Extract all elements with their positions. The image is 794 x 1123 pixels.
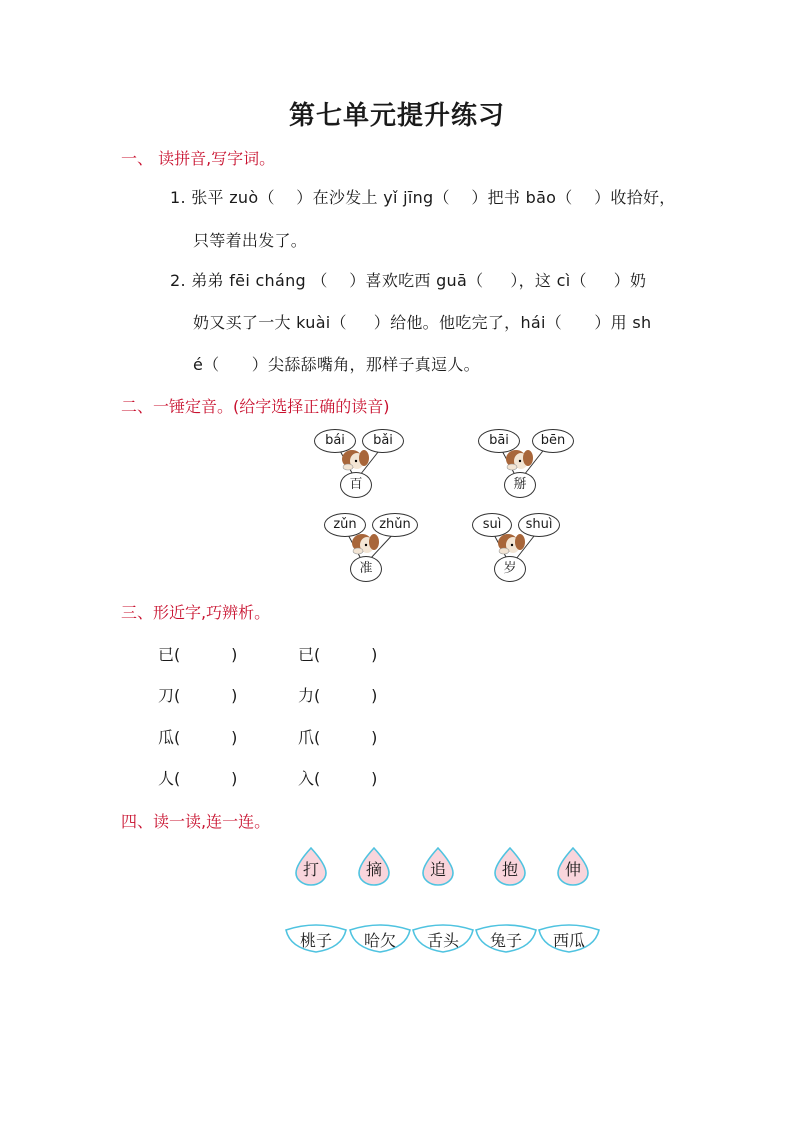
verb-card[interactable] <box>357 846 391 886</box>
noun-label: 西瓜 <box>552 931 585 950</box>
q2-line-3: é（ ）尖舔舔嘴角，那样子真逗人。 <box>193 355 480 374</box>
section-heading-3: 三、形近字,巧辨析。 <box>121 603 271 622</box>
similar-char-b: 已( ) <box>298 645 378 664</box>
noun-label: 舌头 <box>426 931 459 950</box>
q2-line-2: 奶又买了一大 kuài（ ）给他。他吃完了，hái（ ）用 sh <box>193 313 652 332</box>
target-char: 掰 <box>504 472 536 498</box>
target-char: 百 <box>340 472 372 498</box>
pinyin-option-a: bái <box>314 429 356 453</box>
target-char: 准 <box>350 556 382 582</box>
pinyin-group <box>312 425 422 505</box>
similar-char-b: 入( ) <box>298 769 378 788</box>
pinyin-group <box>322 509 432 589</box>
pinyin-option-b: shuì <box>518 513 560 537</box>
similar-char-b: 爪( ) <box>298 728 378 747</box>
pinyin-option-a: suì <box>472 513 512 537</box>
target-char: 岁 <box>494 556 526 582</box>
verb-card[interactable] <box>556 846 590 886</box>
section-heading-2: 二、一锤定音。(给字选择正确的读音) <box>121 397 390 416</box>
noun-card[interactable] <box>284 922 348 954</box>
q1-line-2: 只等着出发了。 <box>193 231 308 250</box>
noun-label: 哈欠 <box>363 931 396 950</box>
noun-card[interactable] <box>537 922 601 954</box>
verb-label: 打 <box>302 860 319 879</box>
pinyin-option-b: zhǔn <box>372 513 418 537</box>
q1-line-1: 1. 张平 zuò（ ）在沙发上 yǐ jīng（ ）把书 bāo（ ）收拾好， <box>170 188 676 207</box>
pinyin-option-b: bēn <box>532 429 574 453</box>
verb-label: 追 <box>429 860 446 879</box>
verb-card[interactable] <box>294 846 328 886</box>
noun-label: 兔子 <box>489 931 522 950</box>
verb-card[interactable] <box>421 846 455 886</box>
page-title: 第七单元提升练习 <box>288 101 505 131</box>
pinyin-group <box>468 509 578 589</box>
pinyin-option-a: bāi <box>478 429 520 453</box>
section-heading-4: 四、读一读,连一连。 <box>121 812 271 831</box>
similar-char-b: 力( ) <box>298 686 378 705</box>
verb-card[interactable] <box>493 846 527 886</box>
q2-line-1: 2. 弟弟 fēi cháng （ ）喜欢吃西 guā（ ），这 cì（ ）奶 <box>170 271 647 290</box>
pinyin-option-a: zǔn <box>324 513 366 537</box>
noun-card[interactable] <box>474 922 538 954</box>
similar-char-a: 已( ) <box>158 645 238 664</box>
pinyin-group <box>476 425 586 505</box>
similar-char-a: 瓜( ) <box>158 728 238 747</box>
noun-card[interactable] <box>411 922 475 954</box>
noun-label: 桃子 <box>299 931 332 950</box>
verb-label: 摘 <box>365 860 382 879</box>
pinyin-option-b: bǎi <box>362 429 404 453</box>
section-heading-1: 一、 读拼音,写字词。 <box>121 149 276 168</box>
noun-card[interactable] <box>348 922 412 954</box>
verb-label: 抱 <box>501 860 518 879</box>
similar-char-a: 刀( ) <box>158 686 238 705</box>
verb-label: 伸 <box>564 860 581 879</box>
similar-char-a: 人( ) <box>158 769 238 788</box>
